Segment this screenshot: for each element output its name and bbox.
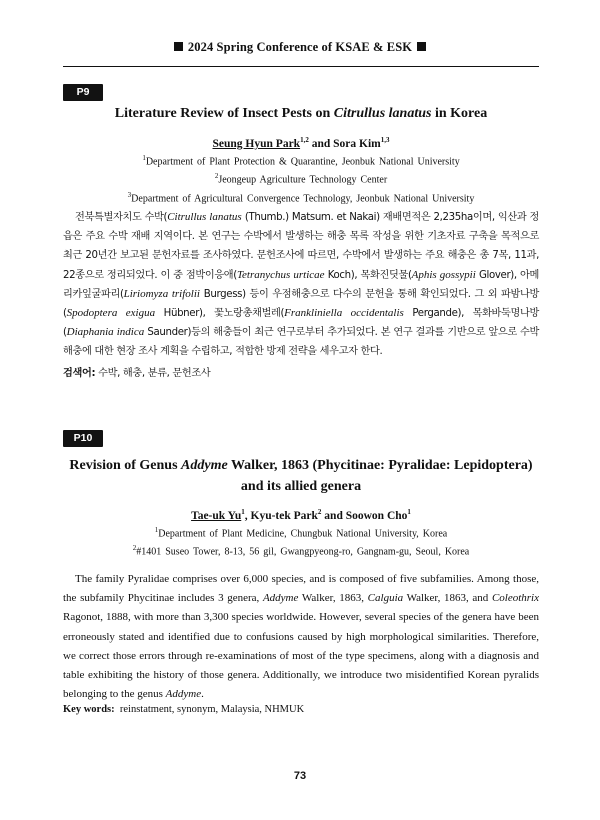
affiliation: $^3$Department of Agricultural Convergence Technology, Jeonbuk National University: [127, 190, 475, 204]
presenting-author: Seung Hyun Park: [212, 137, 301, 150]
affiliation: $^2$Jeongeup Agriculture Technology Center: [214, 172, 388, 186]
affiliation: $^2$#1401 Suseo Tower, 8-13, 56 gil, Gwangpyeong-ro, Gangnam-gu, Seoul, Korea: [132, 544, 470, 558]
keywords-p10: Key words: reinstatment, synonym, Malaysia, NHMUK: [63, 704, 305, 715]
header-divider: [63, 66, 539, 67]
square-bullet-icon: [174, 42, 183, 51]
affiliation-list-p9: [63, 151, 539, 206]
author-list-p9: Seung Hyun Park$^{1,2}$ and Sora Kim$^{1,3}$: [212, 136, 390, 150]
abstract-title-p10: Revision of Genus Addyme Walker, 1863 (Phycitinae: Pyralidae: Lepidoptera) and its allied genera: [69, 458, 533, 494]
abstract-body-p9: 전북특별자치도 수박(Citrullus lanatus (Thumb.) Matsum. et Nakai) 재배면적은 2,235ha이며, 익산과 정읍은 주요 수박 재배 지역이다. 본 연구는 수박에서 발생하는 해충 목록 작성을 위한 기초자료 구축을 목적으로 최근 20년간 보고된 문헌자료를 조사하였다. 문헌조사에 따르면, 수박에서 발생하는 주요 해충은 총 7목, 11과, 22종으로 정리되었다. 이 중 점박이응애(Tetranychus urticae Koch), 목화진딧물(Aphis gossypii Glover), 아메리카잎굴파리(Liriomyza trifolii Burgess) 등이 우점해충으로 다수의 문헌을 통해 확인되었다. 그 외 파밤나방(Spodoptera exigua Hübner), 꽃노랑총채벌레(Frankliniella occidentalis Pergande), 목화바둑명나방(Diaphania indica Saunder)등의 해충들이 최근 연구로부터 추가되었다. 본 연구 결과를 기반으로 앞으로 수박 해충에 대한 현장 조사 계획을 수립하고, 적합한 방제 전략을 세우고자 한다.: [63, 211, 540, 358]
keywords-p9: 검색어: 수박, 해충, 분류, 문헌조사: [63, 368, 211, 379]
conference-header: [0, 40, 600, 55]
conference-title: 2024 Spring Conference of KSAE & ESK: [187, 40, 413, 54]
affiliation: $^1$Department of Plant Protection & Quarantine, Jeonbuk National University: [142, 154, 460, 168]
abstract-body-p10: The family Pyralidae comprises over 6,000 species, and is composed of five subfamilies. Among those, the subfamily Phycitinae includes 3 genera, Addyme Walker, 1863, Calguia Walker, 1863, and Coleothrix Ragonot, 1888, with more than 3,300 species worldwide. However, several species of the genera have been erroneously stated and identified due to confusions caused by high morphological similarities. Therefore, we correct those errors through re-examinations of most of the type specimens, along with a diagnosis and table exhibiting the history of those genera. Additionally, we introduce two misidentified Korean pyralids belonging to the genus Addyme.: [63, 573, 539, 701]
abstract-title-p9: Literature Review of Insect Pests on Citrullus lanatus in Korea: [114, 106, 488, 121]
author-list-p10: Tae-uk Yu$^1$, Kyu-tek Park$^2$ and Soowon Cho$^1$: [191, 508, 411, 522]
abstract-tag-p10: P10: [63, 430, 103, 447]
square-bullet-icon: [417, 42, 426, 51]
abstract-tag-p9: P9: [63, 84, 103, 101]
presenting-author: Tae-uk Yu: [191, 509, 242, 522]
affiliation: $^1$Department of Plant Medicine, Chungbuk National University, Korea: [154, 526, 448, 540]
affiliation-list-p10: [63, 523, 539, 560]
page-number: 73: [293, 770, 307, 782]
